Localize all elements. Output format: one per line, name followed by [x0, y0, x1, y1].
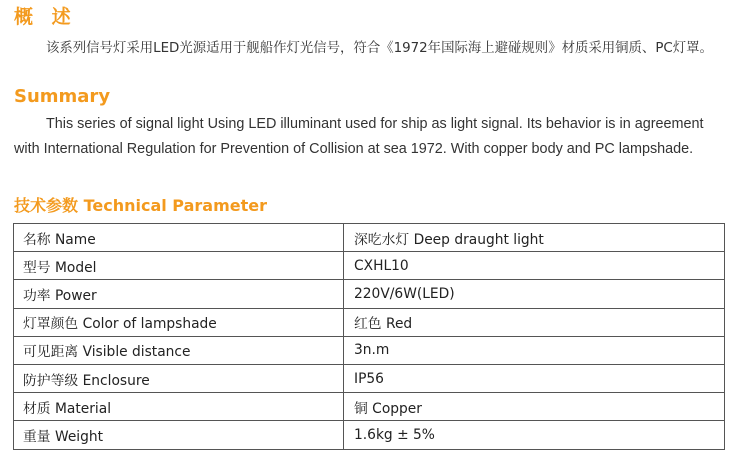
table-row: [14, 421, 725, 449]
technical-parameter-heading: 技术参数 Technical Parameter: [14, 196, 267, 215]
table-row: [14, 364, 725, 392]
param-label: 材质 Material: [14, 393, 344, 421]
param-value: 深吃水灯 Deep draught light: [344, 224, 725, 252]
table-row: [14, 336, 725, 364]
table-row: [14, 252, 725, 280]
param-label: 功率 Power: [14, 280, 344, 308]
param-value: 1.6kg ± 5%: [344, 421, 725, 449]
table-row: [14, 393, 725, 421]
param-label: 防护等级 Enclosure: [14, 364, 344, 392]
param-value: IP56: [344, 364, 725, 392]
param-label: 型号 Model: [14, 252, 344, 280]
param-value: CXHL10: [344, 252, 725, 280]
overview-paragraph: 该系列信号灯采用LED光源适用于舰船作灯光信号，符合《1972年国际海上避碰规则》材质采用铜质、PC灯罩。: [46, 41, 713, 56]
param-value: 220V/6W(LED): [344, 280, 725, 308]
overview-heading: 概 述: [14, 6, 77, 28]
param-label: 灯罩颜色 Color of lampshade: [14, 308, 344, 336]
parameter-table: [13, 223, 725, 450]
param-value: 红色 Red: [344, 308, 725, 336]
table-row: [14, 280, 725, 308]
table-row: [14, 308, 725, 336]
param-label: 重量 Weight: [14, 421, 344, 449]
param-label: 可见距离 Visible distance: [14, 336, 344, 364]
summary-heading: Summary: [14, 86, 111, 107]
param-label: 名称 Name: [14, 224, 344, 252]
param-value: 铜 Copper: [344, 393, 725, 421]
table-row: [14, 224, 725, 252]
summary-paragraph: This series of signal light Using LED illuminant used for ship as light signal. Its behavior is in agreement with International Regulation for Prevention of Collision at sea 1972. With copper body and PC lampshade.: [14, 116, 704, 157]
param-value: 3n.m: [344, 336, 725, 364]
